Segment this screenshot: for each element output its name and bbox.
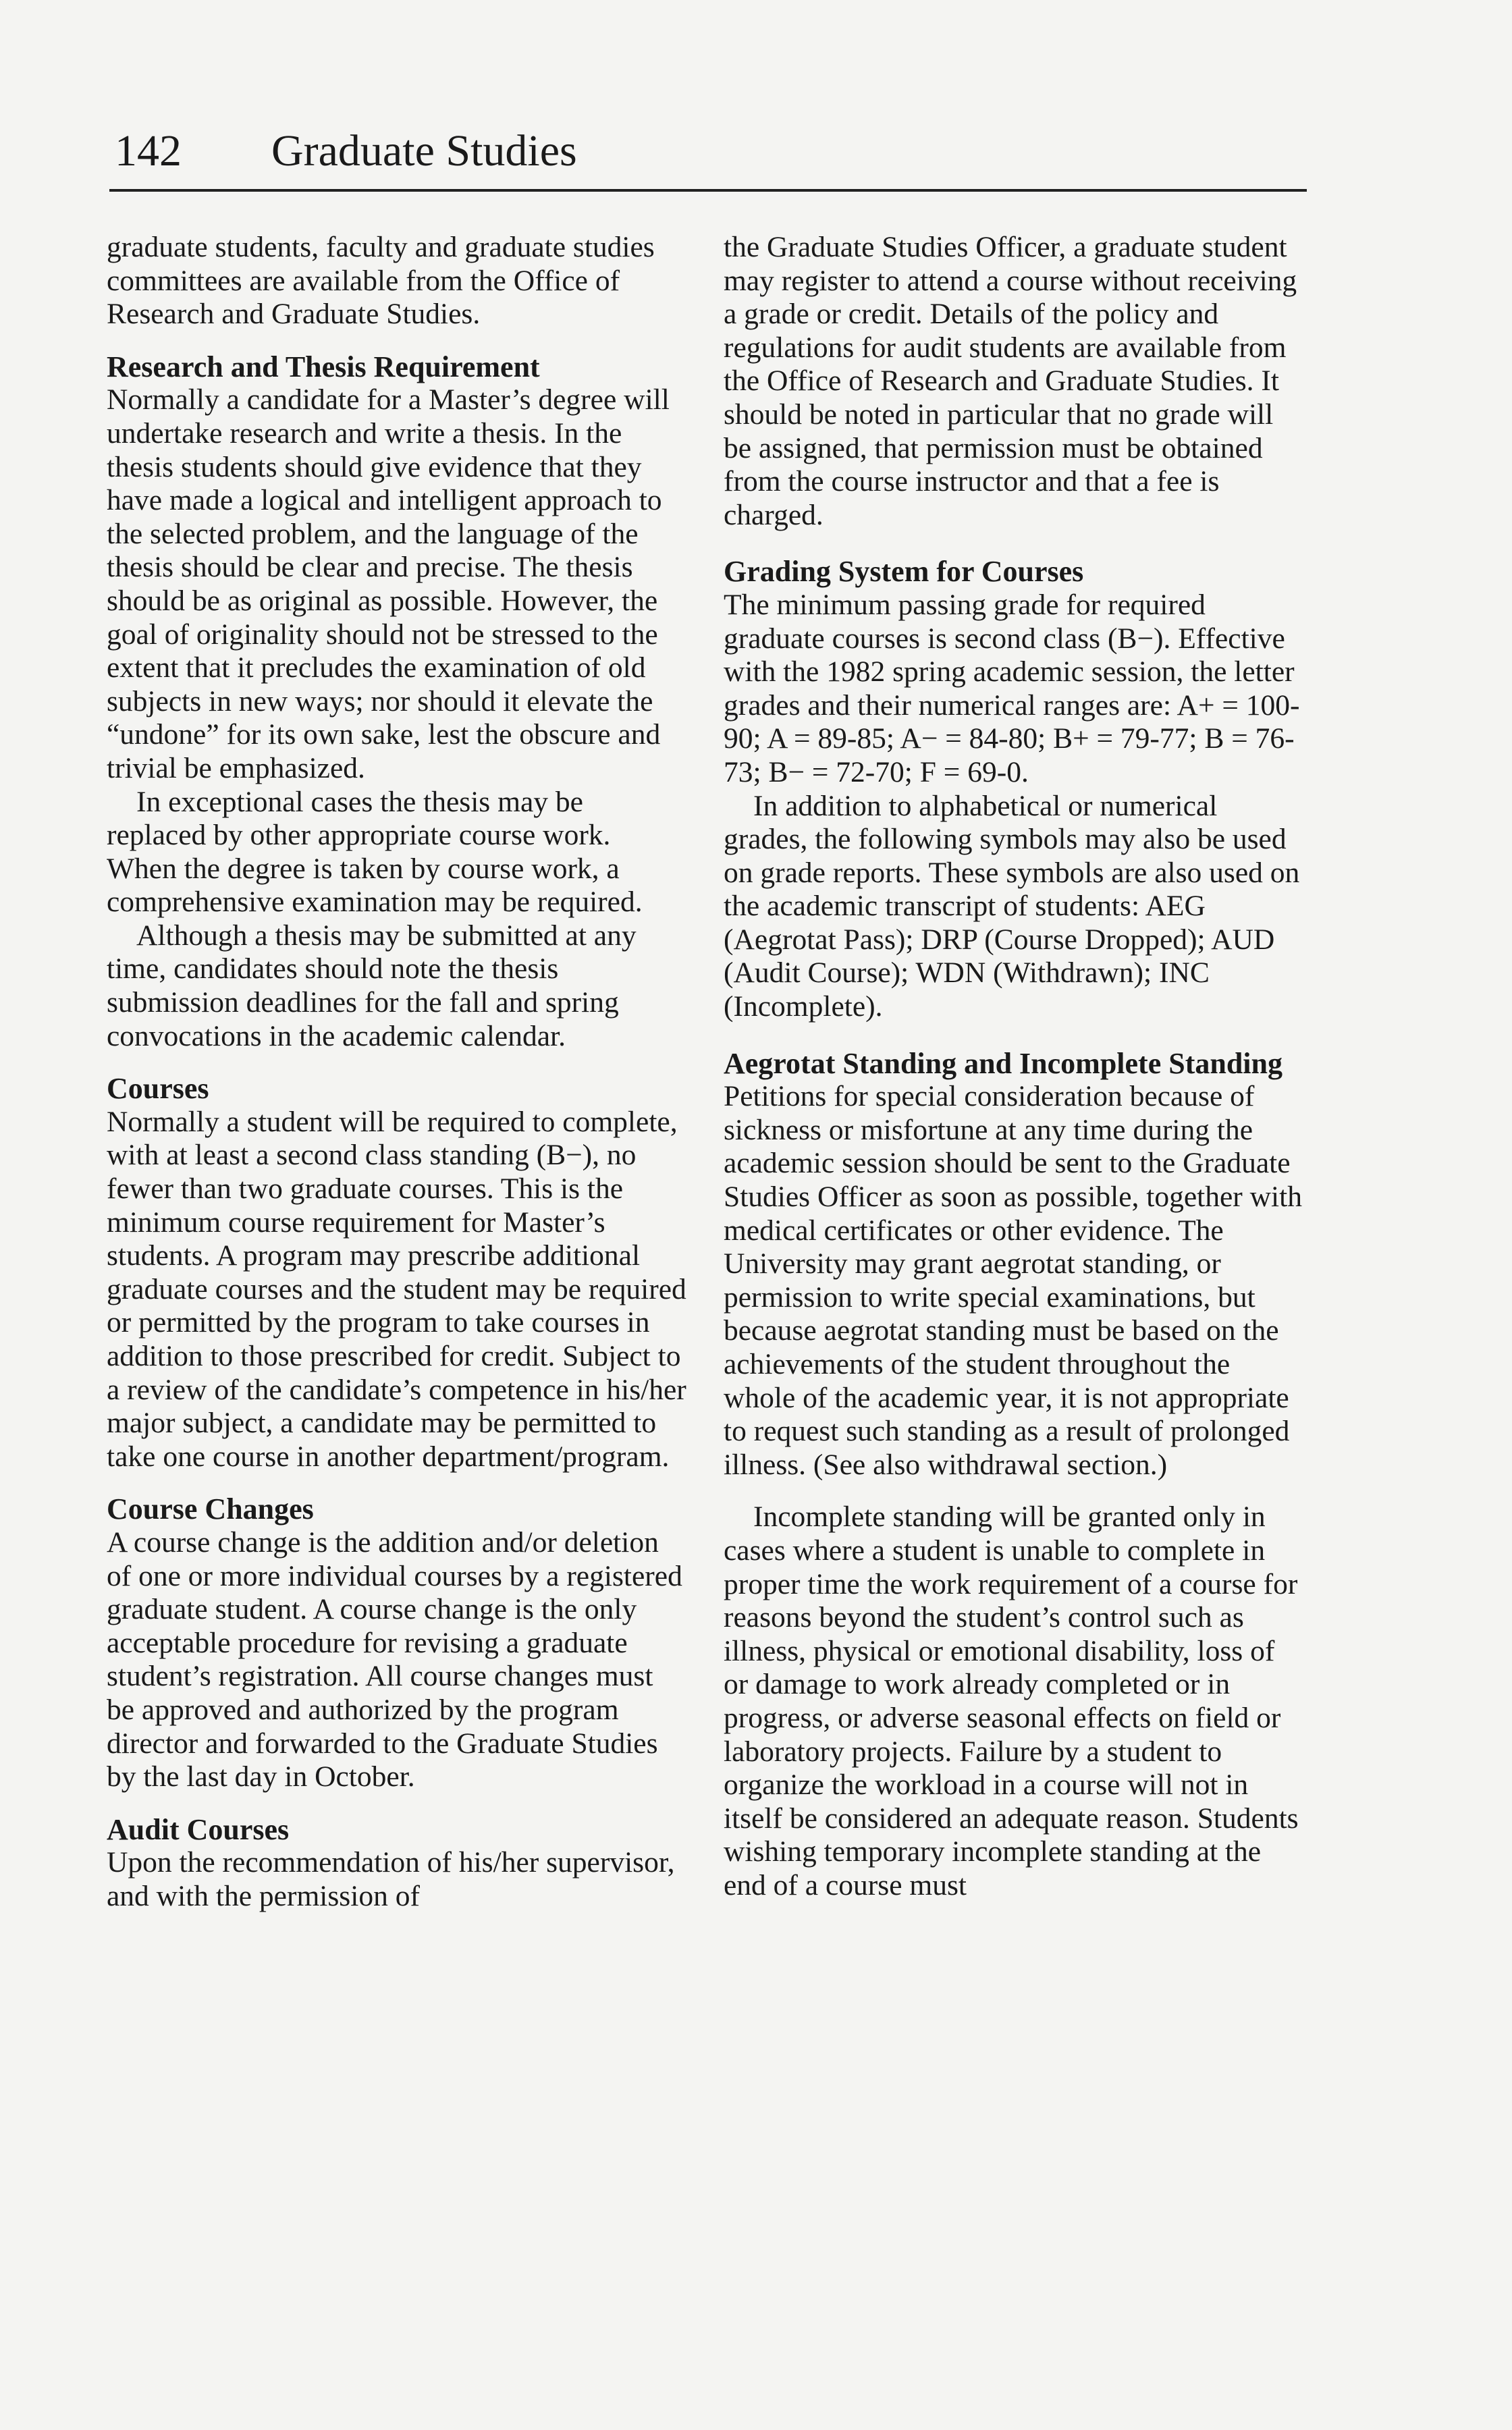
heading-course-changes: Course Changes — [107, 1492, 314, 1526]
left-column — [107, 231, 687, 1914]
right-column — [724, 231, 1304, 1903]
audit-paragraph: Upon the recommendation of his/her supervisor, and with the permission of — [107, 1846, 675, 1912]
intro-paragraph: graduate students, faculty and graduate studies committees are available from the Office of Research and Graduate Studies. — [107, 231, 655, 331]
course-changes-paragraph: A course change is the addition and/or deletion of one or more individual courses by a registered graduate student. A course change is the only acceptable procedure for revising a graduate student’s registration. All course changes must be approved and authorized by the program director and forwarded to the Graduate Studies by the last day in October. — [107, 1526, 682, 1793]
heading-grading-system: Grading System for Courses — [724, 555, 1084, 589]
research-paragraph-2: In exceptional cases the thesis may be replaced by other appropriate course work. When the degree is taken by course work, a comprehensive examination may be required. — [107, 785, 643, 919]
audit-continued-paragraph: the Graduate Studies Officer, a graduate student may register to attend a course without receiving a grade or credit. Details of the policy and regulations for audit students are available from the Office of Research and Graduate Studies. It should be noted in particular that no grade will be assigned, that permission must be obtained from the course instructor and that a fee is charged. — [724, 231, 1297, 531]
heading-research-thesis: Research and Thesis Requirement — [107, 350, 540, 383]
heading-audit-courses: Audit Courses — [107, 1812, 290, 1846]
page-number: 142 — [115, 126, 182, 176]
aegrotat-paragraph-2: Incomplete standing will be granted only in cases where a student is unable to complete in proper time the work requirement of a course for reasons beyond the student’s control such as illness, physical or emotional disability, loss of or damage to work already completed or in progress, or adverse seasonal effects on field or laboratory projects. Failure by a student to organize the workload in a course will not in itself be considered an adequate reason. Students wishing temporary incomplete standing at the end of a course must — [724, 1501, 1299, 1901]
aegrotat-paragraph-1: Petitions for special consideration because of sickness or misfortune at any time during the academic session should be sent to the Graduate Studies Officer as soon as possible, together with medical certificates or other evidence. The University may grant aegrotat standing, or permission to write special examinations, but because aegrotat standing must be based on the achievements of the student throughout the whole of the academic year, it is not appropriate to request such standing as a result of prolonged illness. (See also withdrawal section.) — [724, 1080, 1302, 1481]
grading-paragraph-2: In addition to alphabetical or numerical grades, the following symbols may also be used on grade reports. These symbols are also used on the academic transcript of students: AEG (Aegrotat Pass); DRP (Course Dropped); AUD (Audit Course); WDN (Withdrawn); INC (Incomplete). — [724, 789, 1300, 1023]
research-paragraph-3: Although a thesis may be submitted at any time, candidates should note the thesis submission deadlines for the fall and spring convocations in the academic calendar. — [107, 919, 637, 1052]
running-header — [109, 113, 1307, 192]
courses-paragraph: Normally a student will be required to complete, with at least a second class standing (B−), no fewer than two graduate courses. This is the minimum course requirement for Master’s students. A program may prescribe additional graduate courses and the student may be required or permitted by the program to take courses in addition to those prescribed for credit. Subject to a review of the candidate’s competence in his/her major subject, a candidate may be permitted to take one course in another department/program. — [107, 1105, 686, 1473]
grading-paragraph-1: The minimum passing grade for required graduate courses is second class (B−). Effective with the 1982 spring academic session, the letter grades and their numerical ranges are: A+ = 100-90; A = 89-85; A− = 84-80; B+ = 79-77; B = 76-73; B− = 72-70; F = 69-0. — [724, 588, 1300, 788]
running-title: Graduate Studies — [271, 126, 577, 176]
heading-courses: Courses — [107, 1072, 209, 1106]
heading-aegrotat-standing: Aegrotat Standing and Incomplete Standing — [724, 1046, 1282, 1080]
research-paragraph-1: Normally a candidate for a Master’s degree will undertake research and write a thesis. In the thesis students should give evidence that they have made a logical and intelligent approach to the selected problem, and the language of the thesis should be clear and precise. The thesis should be as original as possible. However, the goal of originality should not be stressed to the extent that it precludes the examination of old subjects in new ways; nor should it elevate the “undone” for its own sake, lest the obscure and trivial be emphasized. — [107, 383, 670, 784]
